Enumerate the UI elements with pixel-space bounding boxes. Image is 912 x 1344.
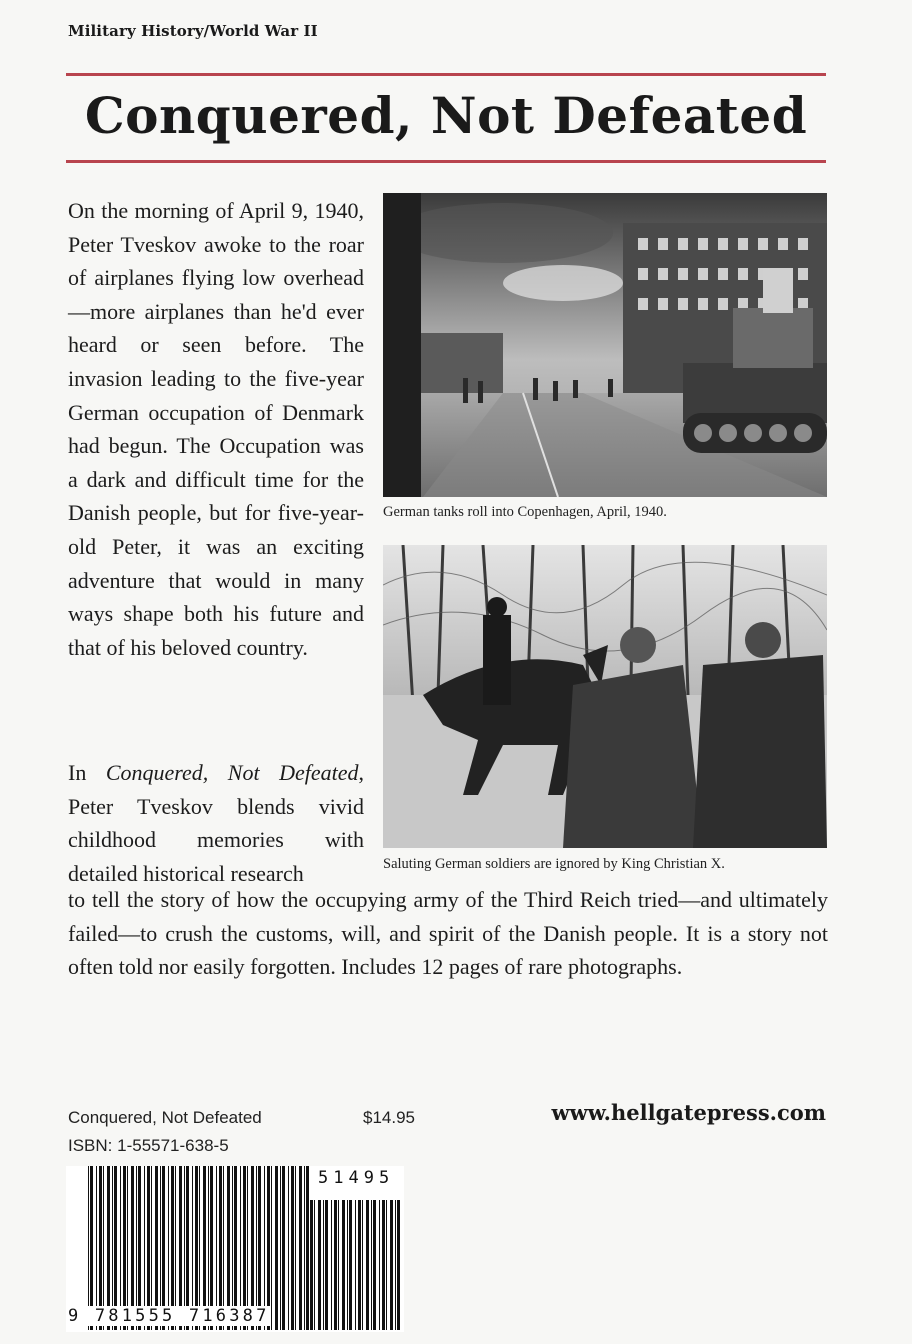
footer-price: $14.95 bbox=[363, 1108, 415, 1127]
footer-book-title: Conquered, Not Defeated bbox=[68, 1108, 262, 1127]
blurb-text-1: On the morning of April 9, 1940, Peter Tveskov awoke to the roar of airplanes flying low overhead—more airplanes than he'd ever heard or seen before. The invasion leading to the five-year German occupation of Denmark had begun. The Occupation was a dark and difficult time for the Danish people, but for five-year-old Peter, it was an exciting adventure that would in many ways shape both his future and that of his beloved country. bbox=[68, 198, 364, 660]
photo-king-christian-horseback-icon bbox=[383, 545, 827, 848]
blurb-text-2: , Peter Tveskov blends vivid childhood memories with detailed historical research bbox=[68, 760, 365, 886]
barcode-digits: 9 781555 716387 bbox=[68, 1306, 270, 1326]
barcode-addon-icon bbox=[310, 1200, 406, 1330]
photo-king bbox=[383, 545, 827, 848]
price-code-digits: 51495 bbox=[318, 1168, 395, 1188]
blurb-italic-title: Conquered, Not Defeated bbox=[105, 760, 359, 785]
isbn-barcode bbox=[66, 1166, 404, 1332]
blurb-paragraph-2 bbox=[68, 756, 364, 890]
blurb-paragraph-2-tail: to tell the story of how the occupying army of the Third Reich tried—and ultimately failed—to crush the customs, will, and spirit of the Danish people. It is a story not often told nor easily forgotten. Includes 12 pages of rare photographs. bbox=[68, 887, 828, 980]
publisher-url[interactable]: www.hellgatepress.com bbox=[551, 1100, 826, 1125]
photo-tanks bbox=[383, 193, 827, 497]
blurb-paragraph-1 bbox=[68, 194, 364, 664]
footer-isbn: ISBN: 1-55571-638-5 bbox=[68, 1136, 229, 1155]
photo-caption-2: Saluting German soldiers are ignored by King Christian X. bbox=[383, 856, 725, 872]
photo-caption-1: German tanks roll into Copenhagen, April, 1940. bbox=[383, 504, 667, 520]
book-title: Conquered, Not Defeated bbox=[84, 86, 808, 145]
blurb-prefix: In bbox=[68, 760, 106, 785]
top-rule bbox=[66, 73, 826, 76]
category-label: Military History/World War II bbox=[68, 22, 318, 40]
bottom-rule bbox=[66, 160, 826, 163]
photo-tanks-copenhagen-icon bbox=[383, 193, 827, 497]
